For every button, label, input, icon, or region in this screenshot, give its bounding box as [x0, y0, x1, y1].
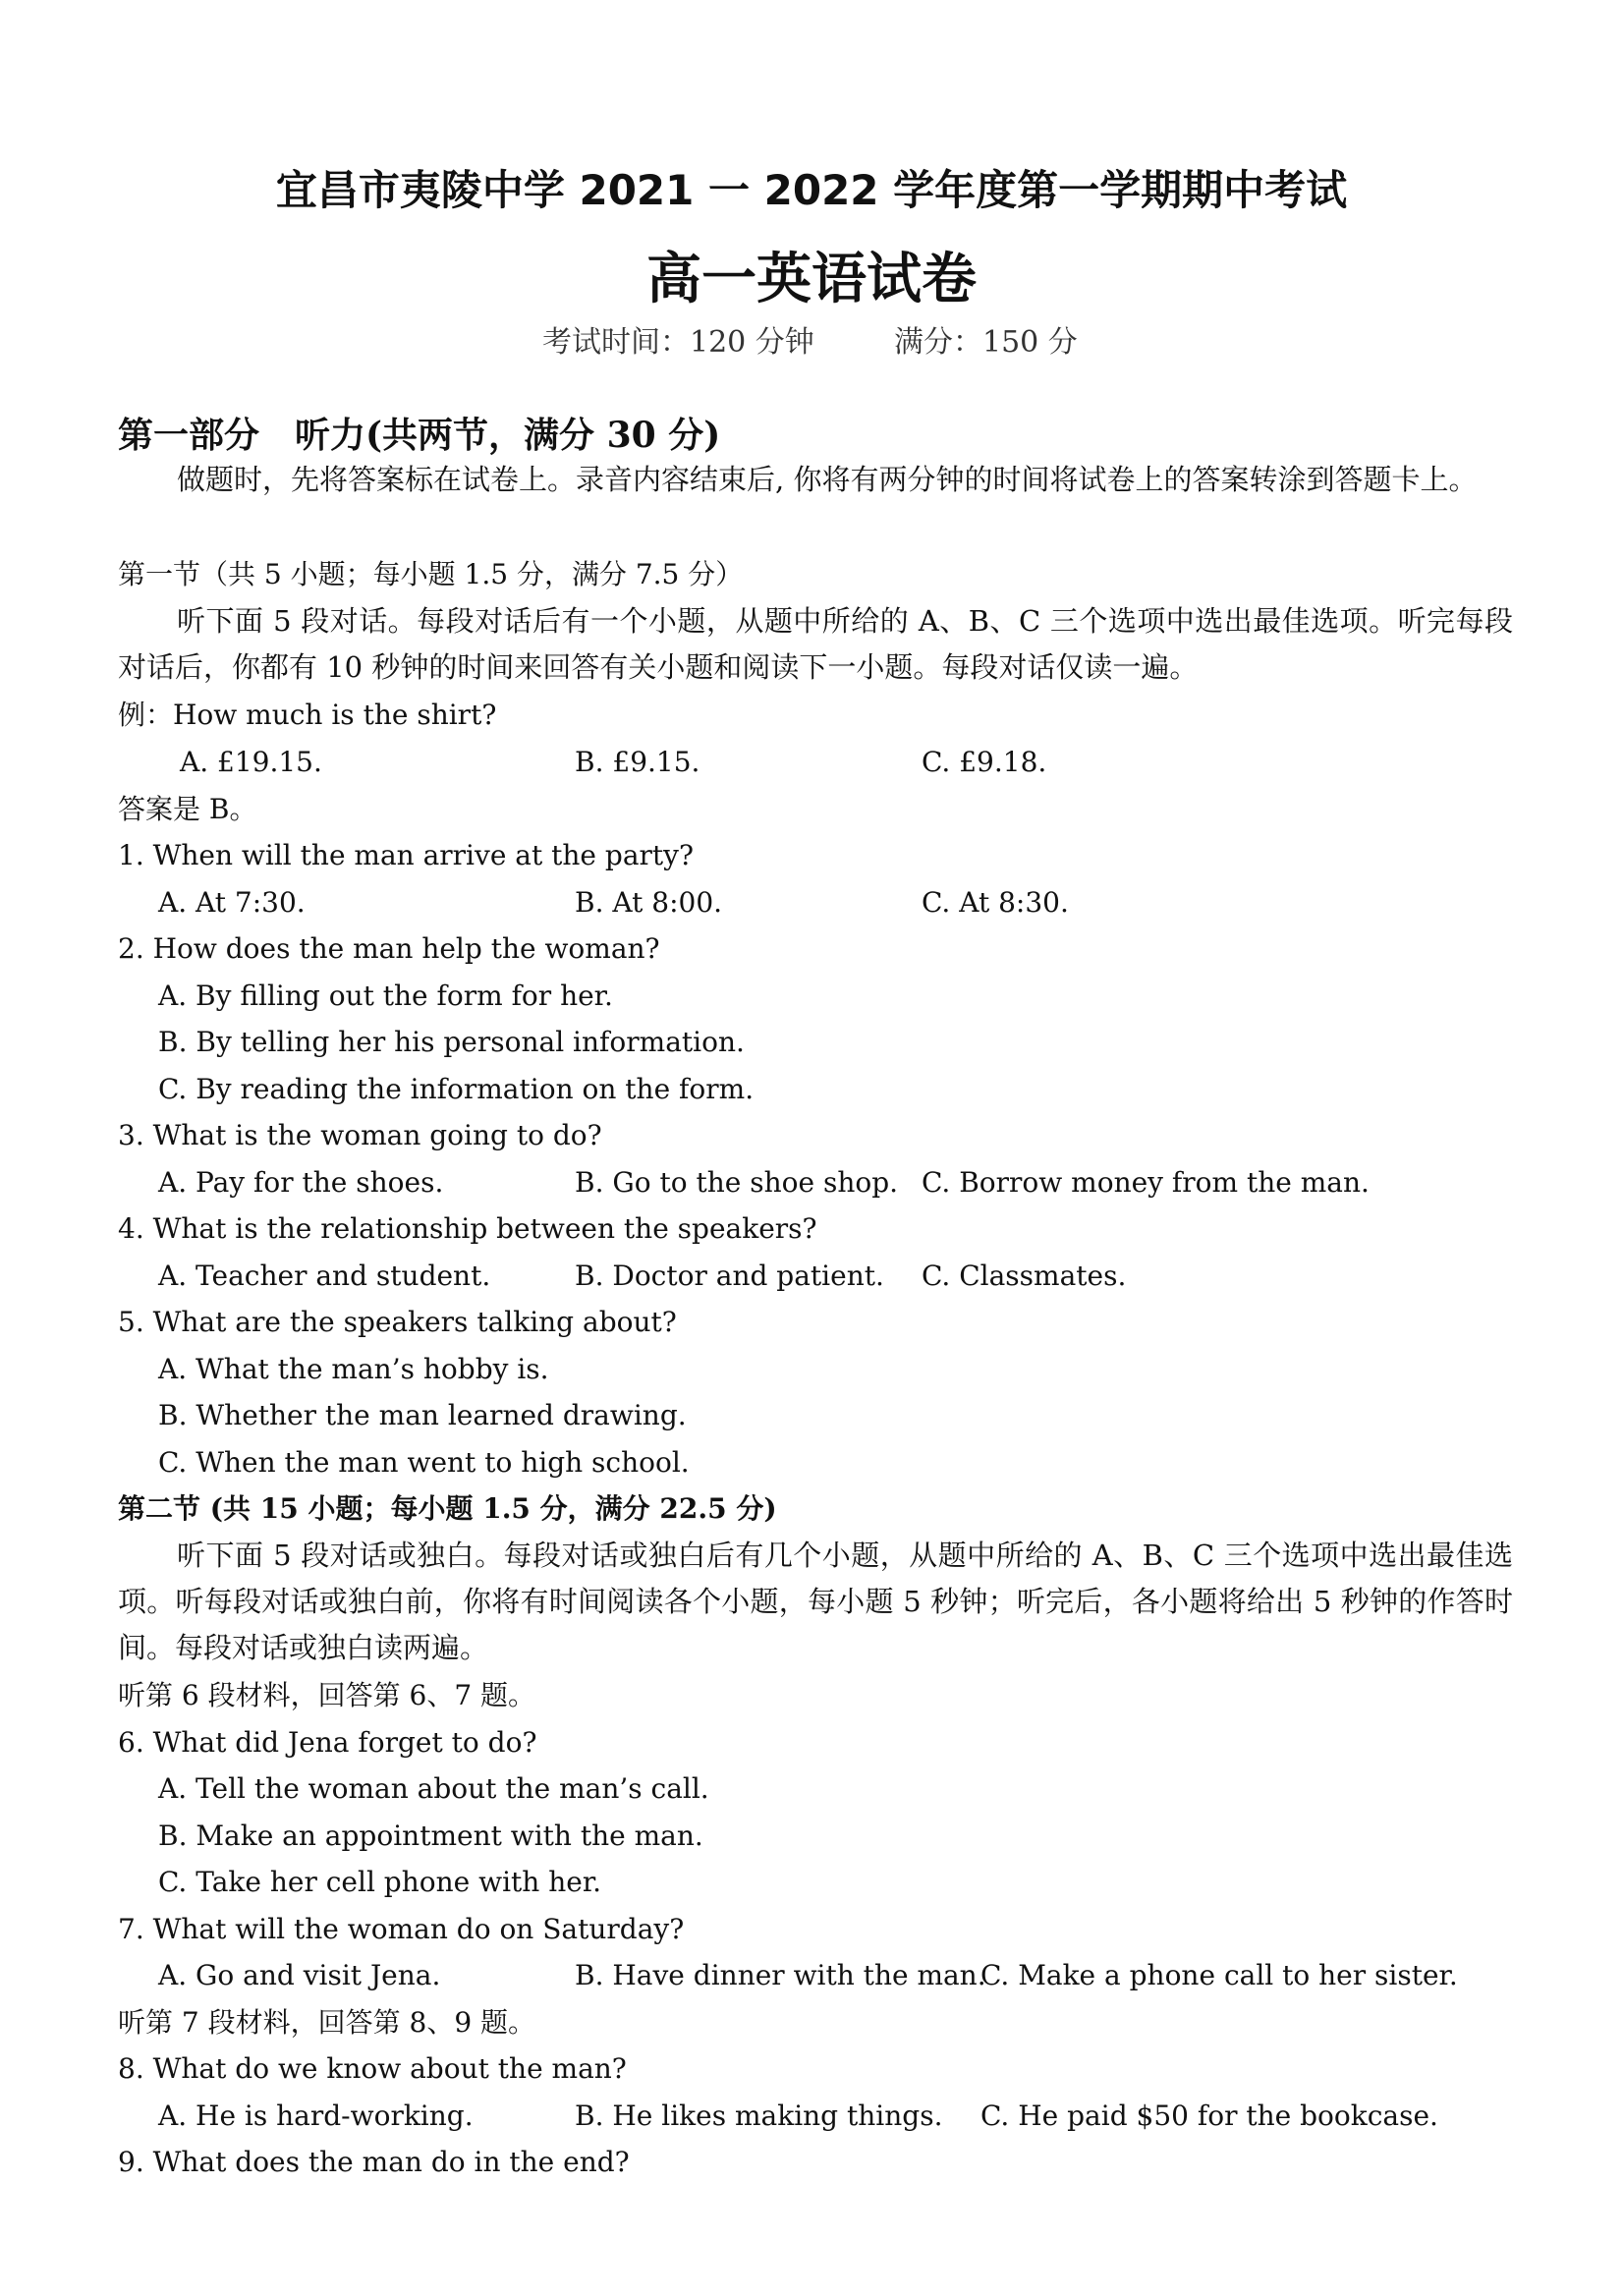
- section2-heading: 第二节 (共 15 小题；每小题 1.5 分，满分 22.5 分): [118, 1492, 777, 1525]
- example-answer: 答案是 B。: [118, 793, 257, 825]
- q3-option-c: C. Borrow money from the man.: [922, 1166, 1370, 1199]
- question-2: 2. How does the man help the woman?: [118, 932, 660, 965]
- q8-option-b: B. He likes making things.: [575, 2100, 943, 2132]
- q1-option-b: B. At 8:00.: [575, 886, 723, 919]
- q1-option-a: A. At 7:30.: [158, 886, 306, 919]
- question-4: 4. What is the relationship between the speakers?: [118, 1212, 817, 1245]
- example-option-c: C. £9.18.: [922, 746, 1047, 778]
- q2-option-a: A. By filling out the form for her.: [158, 980, 613, 1012]
- q7-option-c: C. Make a phone call to her sister.: [980, 1959, 1458, 1991]
- school-exam-title: 宜昌市夷陵中学 2021 一 2022 学年度第一学期期中考试: [275, 166, 1348, 214]
- section1-instructions: 听下面 5 段对话。每段对话后有一个小题，从题中所给的 A、B、C 三个选项中选出最佳选项。听完每段对话后，你都有 10 秒钟的时间来回答有关小题和阅读下一小题。每段对话仅读一遍。: [118, 604, 1513, 684]
- q3-option-a: A. Pay for the shoes.: [158, 1166, 444, 1199]
- part1-instructions: 做题时，先将答案标在试卷上。录音内容结束后, 你将有两分钟的时间将试卷上的答案转涂到答题卡上。: [177, 463, 1478, 496]
- question-6: 6. What did Jena forget to do?: [118, 1726, 537, 1759]
- example-option-a: A. £19.15.: [180, 746, 322, 778]
- q4-option-b: B. Doctor and patient.: [575, 1260, 884, 1292]
- question-7: 7. What will the woman do on Saturday?: [118, 1913, 685, 1945]
- q8-option-a: A. He is hard-working.: [158, 2100, 474, 2132]
- q4-option-c: C. Classmates.: [922, 1260, 1127, 1292]
- q1-option-c: C. At 8:30.: [922, 886, 1069, 919]
- question-9: 9. What does the man do in the end?: [118, 2146, 630, 2178]
- q6-option-a: A. Tell the woman about the man’s call.: [158, 1772, 709, 1805]
- q6-option-b: B. Make an appointment with the man.: [158, 1820, 703, 1852]
- exam-time: 考试时间：120 分钟: [542, 325, 814, 360]
- example-question: 例：How much is the shirt?: [118, 699, 497, 731]
- question-8: 8. What do we know about the man?: [118, 2052, 627, 2085]
- material-7-note: 听第 7 段材料，回答第 8、9 题。: [118, 2006, 536, 2039]
- question-1: 1. When will the man arrive at the party?: [118, 839, 694, 871]
- example-option-b: B. £9.15.: [575, 746, 700, 778]
- q7-option-b: B. Have dinner with the man.: [575, 1959, 986, 1991]
- material-6-note: 听第 6 段材料，回答第 6、7 题。: [118, 1679, 536, 1711]
- q7-option-a: A. Go and visit Jena.: [158, 1959, 441, 1991]
- q5-option-c: C. When the man went to high school.: [158, 1446, 690, 1479]
- part1-heading: 第一部分 听力(共两节，满分 30 分): [118, 415, 721, 456]
- q8-option-c: C. He paid $50 for the bookcase.: [980, 2100, 1438, 2132]
- section2-instructions: 听下面 5 段对话或独白。每段对话或独白后有几个小题，从题中所给的 A、B、C 三个选项中选出最佳选项。听每段对话或独白前，你将有时间阅读各个小题，每小题 5 秒钟；听完后，各小题将给出 5 秒钟的作答时间。每段对话或独白读两遍。: [118, 1539, 1513, 1664]
- paper-title: 高一英语试卷: [646, 248, 977, 311]
- q5-option-a: A. What the man’s hobby is.: [158, 1353, 549, 1385]
- q5-option-b: B. Whether the man learned drawing.: [158, 1399, 687, 1431]
- question-3: 3. What is the woman going to do?: [118, 1119, 602, 1151]
- q2-option-b: B. By telling her his personal information.: [158, 1026, 745, 1058]
- section1-heading: 第一节（共 5 小题；每小题 1.5 分，满分 7.5 分）: [118, 558, 744, 590]
- q4-option-a: A. Teacher and student.: [158, 1260, 491, 1292]
- full-score: 满分：150 分: [894, 325, 1078, 360]
- question-5: 5. What are the speakers talking about?: [118, 1306, 677, 1338]
- q2-option-c: C. By reading the information on the form.: [158, 1073, 755, 1105]
- q3-option-b: B. Go to the shoe shop.: [575, 1166, 899, 1199]
- q6-option-c: C. Take her cell phone with her.: [158, 1866, 602, 1898]
